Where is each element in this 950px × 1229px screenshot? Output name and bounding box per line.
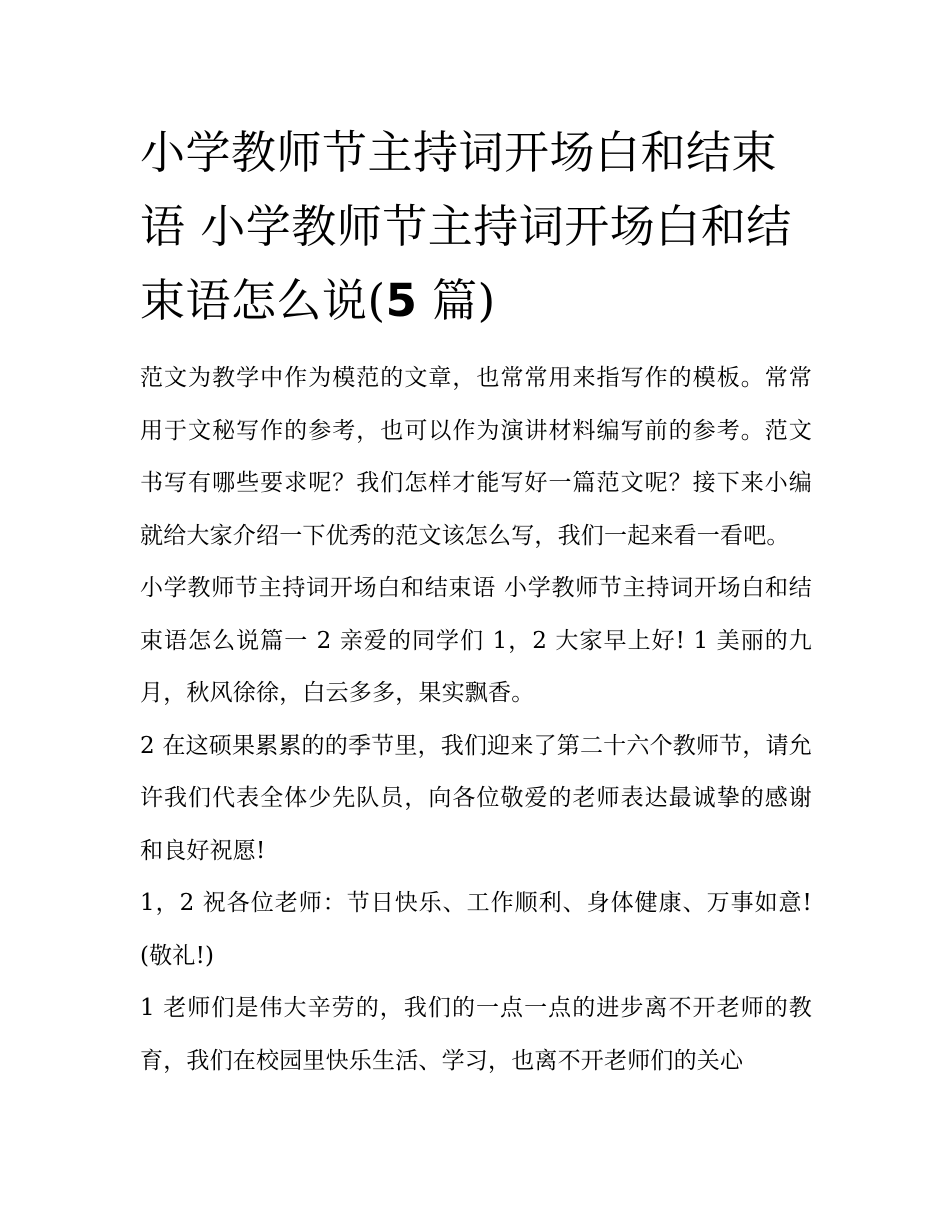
document-title <box>140 116 812 338</box>
paragraph-intro: 范文为教学中作为模范的文章，也常常用来指写作的模板。常常用于文秘写作的参考，也可以作为演讲材料编写前的参考。范文书写有哪些要求呢？我们怎样才能写好一篇范文呢？接下来小编就给大家介绍一下优秀的范文该怎么写，我们一起来看一看吧。 <box>140 365 812 549</box>
paragraph-teachers: 1 老师们是伟大辛劳的，我们的一点一点的进步离不开老师的教育，我们在校园里快乐生活、学习，也离不开老师们的关心 <box>140 995 812 1074</box>
title-text-part2: 篇) <box>417 274 496 327</box>
title-number: 5 <box>385 274 418 327</box>
paragraph-wishes: 1，2 祝各位老师：节日快乐、工作顺利、身体健康、万事如意!(敬礼!) <box>140 890 812 969</box>
title-text-part1: 小学教师节主持词开场白和结束语 小学教师节主持词开场白和结束语怎么说( <box>140 126 792 327</box>
paragraph-season: 2 在这硕果累累的的季节里，我们迎来了第二十六个教师节，请允许我们代表全体少先队员，向各位敬爱的老师表达最诚挚的感谢和良好祝愿! <box>140 732 812 864</box>
paragraph-opening: 小学教师节主持词开场白和结束语 小学教师节主持词开场白和结束语怎么说篇一 2 亲爱的同学们 1，2 大家早上好! 1 美丽的九月，秋风徐徐，白云多多，果实飘香。 <box>140 575 812 706</box>
document-body <box>140 352 812 1087</box>
document-content <box>140 116 812 1087</box>
